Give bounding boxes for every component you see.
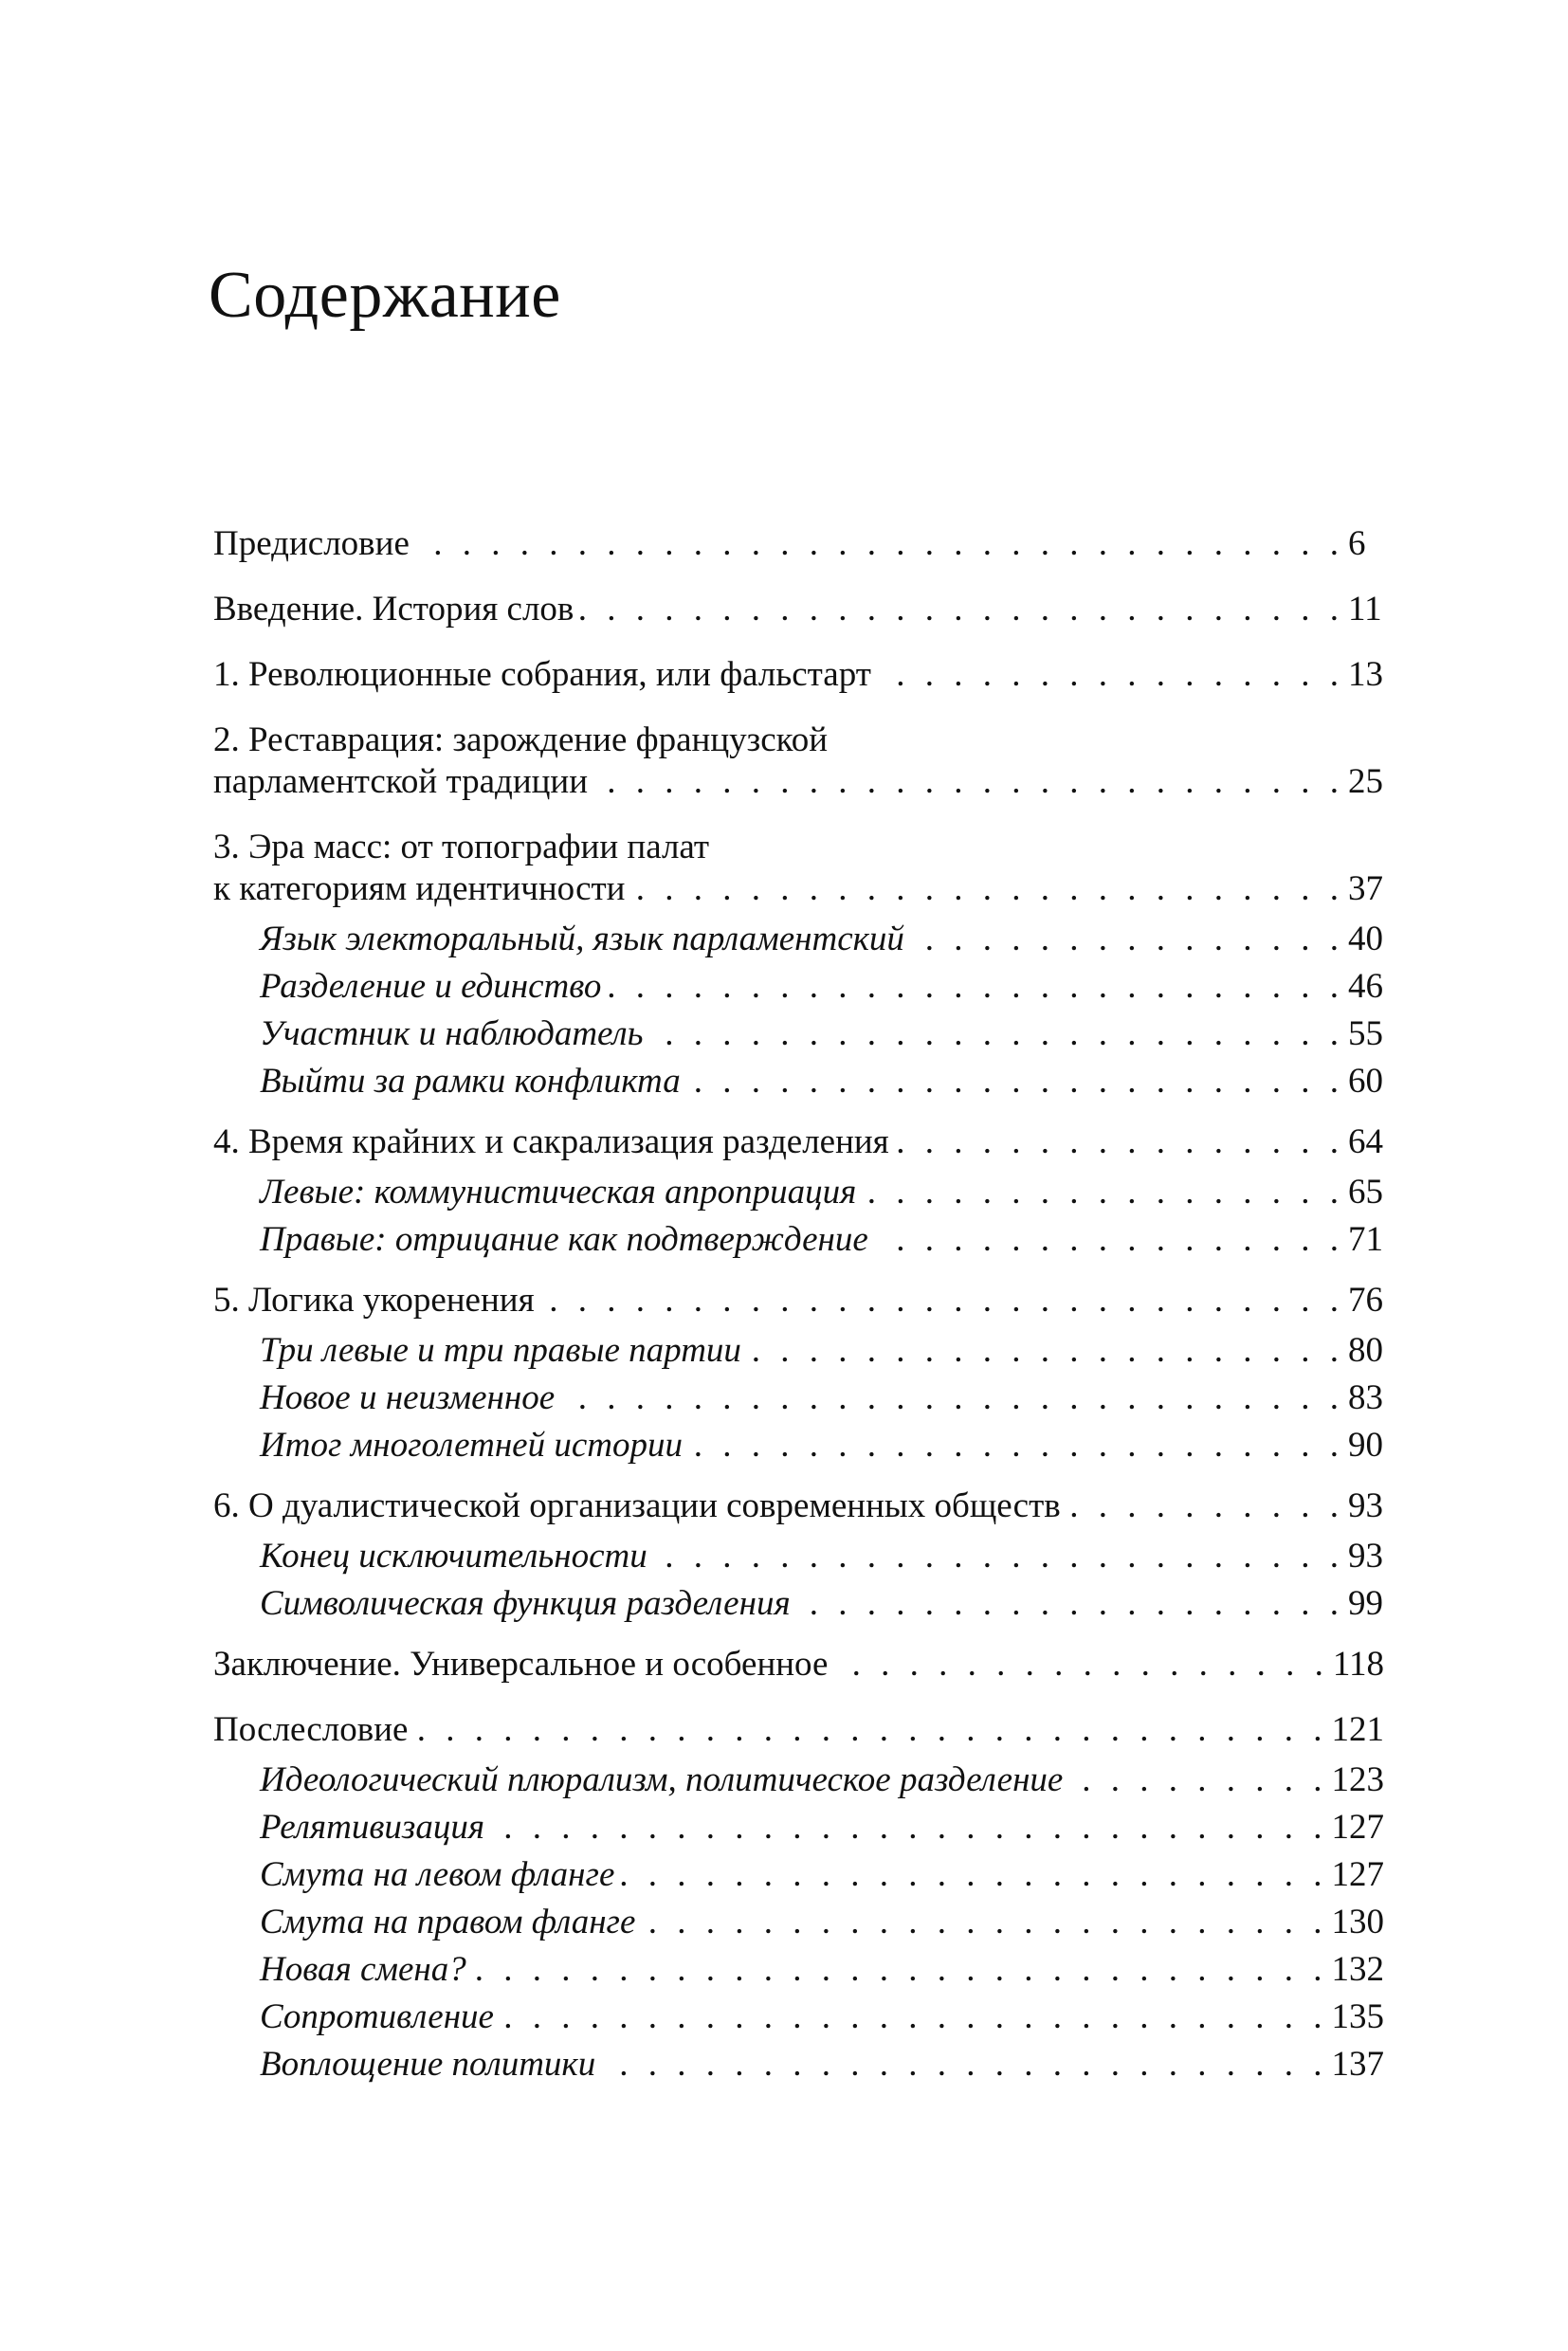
toc-entry-line: [260, 1011, 1384, 1058]
toc-entry-title: 2. Реставрация: зарождение французской: [213, 720, 829, 759]
dot-leader: [630, 868, 1344, 910]
dot-leader: [472, 1946, 1328, 1994]
toc-chapter-entry[interactable]: [213, 654, 1384, 696]
toc-chapter-entry[interactable]: [213, 1121, 1384, 1163]
toc-section-entry[interactable]: [213, 1058, 1384, 1105]
toc-section-entry[interactable]: [213, 1216, 1384, 1264]
toc-section-entry[interactable]: [213, 1169, 1384, 1216]
dot-leader: [500, 1994, 1328, 2041]
toc-entry-title: Три левые и три правые партии: [260, 1331, 741, 1370]
dot-leader: [862, 1169, 1344, 1216]
toc-entry-line: [213, 720, 1384, 761]
toc-entry-line: [260, 1169, 1384, 1216]
toc-entry-line: [260, 1422, 1384, 1469]
toc-entry-line: [260, 2041, 1384, 2088]
toc-entry-line: [213, 1709, 1384, 1751]
toc-entry-line: [260, 1533, 1384, 1580]
dot-leader: [688, 1422, 1344, 1469]
toc-entry-line: [213, 868, 1384, 910]
toc-page-number: 46: [1348, 967, 1383, 1006]
toc-entry-title: парламентской традиции: [213, 762, 589, 801]
dot-leader: [601, 2041, 1327, 2088]
toc-entry-title: Новая смена?: [260, 1950, 466, 1989]
toc-chapter-entry[interactable]: [213, 827, 1384, 910]
toc-page-number: 93: [1348, 1486, 1383, 1525]
toc-section-entry[interactable]: [213, 1011, 1384, 1058]
toc-section-entry[interactable]: [213, 1851, 1384, 1899]
toc-entry-title: 4. Время крайних и сакрализация разделения: [213, 1122, 889, 1161]
dot-leader: [649, 1011, 1344, 1058]
toc-page-number: 137: [1331, 2045, 1384, 2084]
toc-page-number: 76: [1348, 1281, 1383, 1320]
toc-entry-line: [260, 1058, 1384, 1105]
toc-entry-title: Символическая функция разделения: [260, 1584, 791, 1623]
toc-page-number: 90: [1348, 1426, 1383, 1465]
toc-entry-title: Язык электоральный, язык парламентский: [260, 920, 904, 958]
dot-leader: [413, 1709, 1327, 1751]
toc-entry-title: 3. Эра масс: от топографии палат: [213, 828, 710, 866]
toc-page-number: 132: [1331, 1950, 1384, 1989]
toc-entry-title: Выйти за рамки конфликта: [260, 1062, 681, 1101]
toc-chapter-entry[interactable]: [213, 589, 1384, 630]
toc-entry-title: Заключение. Универсальное и особенное: [213, 1645, 829, 1684]
dot-leader: [910, 916, 1344, 963]
toc-entry-title: Конец исключительности: [260, 1537, 647, 1576]
toc-entry-line: [260, 1327, 1384, 1375]
toc-section-entry[interactable]: [213, 1375, 1384, 1422]
toc-entry-line: [260, 1946, 1384, 1994]
dot-leader: [540, 1280, 1344, 1321]
toc-entry-title: 1. Революционные собрания, или фальстарт: [213, 655, 871, 694]
toc-entry-title: Послесловие: [213, 1710, 409, 1749]
dot-leader: [490, 1804, 1327, 1851]
dot-leader: [593, 761, 1344, 803]
toc-section-entry[interactable]: [213, 1580, 1384, 1628]
toc-chapter-entry[interactable]: [213, 1280, 1384, 1321]
toc-section-entry[interactable]: [213, 1899, 1384, 1946]
toc-section-entry[interactable]: [213, 2041, 1384, 2088]
toc-entry-title: 6. О дуалистической организации современных обществ: [213, 1486, 1061, 1525]
toc-entry-title: Разделение и единство: [260, 967, 602, 1006]
dot-leader: [620, 1851, 1327, 1899]
toc-entry-line: [260, 1899, 1384, 1946]
toc-chapter-entry[interactable]: [213, 720, 1384, 803]
toc-entry-line: [260, 1375, 1384, 1422]
dot-leader: [747, 1327, 1344, 1375]
toc-page-number: 65: [1348, 1173, 1383, 1212]
toc-page-number: 64: [1348, 1122, 1383, 1161]
toc-page-number: 6: [1348, 524, 1366, 563]
dot-leader: [607, 963, 1344, 1011]
toc-page-number: 55: [1348, 1014, 1383, 1053]
toc-page-number: 130: [1331, 1903, 1384, 1941]
dot-leader: [686, 1058, 1344, 1105]
toc-page-number: 37: [1348, 869, 1383, 908]
toc-entry-line: [260, 1804, 1384, 1851]
toc-page-number: 123: [1331, 1760, 1384, 1799]
toc-entry-line: [260, 916, 1384, 963]
toc-page-number: 127: [1331, 1808, 1384, 1847]
toc-chapter-entry[interactable]: [213, 523, 1384, 565]
toc-entry-title: Новое и неизменное: [260, 1378, 556, 1417]
toc-entry-title: Введение. История слов: [213, 590, 574, 629]
toc-entry-line: [260, 1216, 1384, 1264]
toc-page-number: 121: [1331, 1710, 1384, 1749]
toc-page-number: 118: [1332, 1645, 1384, 1684]
toc-entry-title: к категориям идентичности: [213, 869, 626, 908]
dot-leader: [895, 1121, 1344, 1163]
toc-entry-title: Правые: отрицание как подтверждение: [260, 1220, 868, 1259]
toc-page-number: 127: [1331, 1855, 1384, 1894]
table-of-contents: [213, 523, 1384, 2088]
toc-section-entry[interactable]: [213, 1804, 1384, 1851]
toc-chapter-entry[interactable]: [213, 1644, 1384, 1686]
toc-entry-title: Сопротивление: [260, 1997, 494, 2036]
toc-entry-line: [213, 1485, 1384, 1527]
toc-section-entry[interactable]: [213, 916, 1384, 963]
toc-entry-title: Итог многолетней истории: [260, 1426, 683, 1465]
toc-entry-line: [213, 523, 1384, 565]
toc-entry-title: Релятивизация: [260, 1808, 485, 1847]
toc-page-number: 71: [1348, 1220, 1383, 1259]
dot-leader: [1067, 1485, 1344, 1527]
toc-page-number: 60: [1348, 1062, 1383, 1101]
dot-leader: [877, 654, 1344, 696]
dot-leader: [796, 1580, 1344, 1628]
toc-entry-title: Смута на левом фланге: [260, 1855, 615, 1894]
toc-entry-title: Предисловие: [213, 524, 410, 563]
toc-page-number: 40: [1348, 920, 1383, 958]
toc-entry-line: [213, 589, 1384, 630]
toc-section-entry[interactable]: [213, 1757, 1384, 1804]
toc-page-number: 13: [1348, 655, 1383, 694]
toc-section-entry[interactable]: [213, 1327, 1384, 1375]
toc-section-entry[interactable]: [213, 1422, 1384, 1469]
toc-page-number: 99: [1348, 1584, 1383, 1623]
dot-leader: [560, 1375, 1344, 1422]
toc-entry-line: [260, 1580, 1384, 1628]
page-title: Содержание: [209, 259, 561, 332]
toc-chapter-entry[interactable]: [213, 1485, 1384, 1527]
toc-entry-title: Участник и наблюдатель: [260, 1014, 644, 1053]
dot-leader: [1068, 1757, 1327, 1804]
toc-entry-line: [213, 827, 1384, 868]
toc-section-entry[interactable]: [213, 1946, 1384, 1994]
toc-chapter-entry[interactable]: [213, 1709, 1384, 1751]
toc-section-entry[interactable]: [213, 1533, 1384, 1580]
toc-page-number: 25: [1348, 762, 1383, 801]
toc-page-number: 93: [1348, 1537, 1383, 1576]
toc-entry-line: [213, 1644, 1384, 1686]
toc-entry-line: [213, 1280, 1384, 1321]
toc-entry-title: Смута на правом фланге: [260, 1903, 636, 1941]
toc-entry-line: [213, 1121, 1384, 1163]
dot-leader: [653, 1533, 1344, 1580]
toc-entry-title: 5. Логика укоренения: [213, 1281, 535, 1320]
dot-leader: [415, 523, 1344, 565]
dot-leader: [641, 1899, 1327, 1946]
toc-entry-line: [213, 761, 1384, 803]
toc-entry-title: Идеологический плюрализм, политическое разделение: [260, 1760, 1064, 1799]
toc-page-number: 11: [1348, 590, 1382, 629]
toc-entry-title: Воплощение политики: [260, 2045, 596, 2084]
toc-section-entry[interactable]: [213, 1994, 1384, 2041]
toc-entry-line: [260, 1994, 1384, 2041]
dot-leader: [874, 1216, 1344, 1264]
toc-entry-title: Левые: коммунистическая апроприация: [260, 1173, 857, 1212]
dot-leader: [833, 1644, 1328, 1686]
toc-page-number: 135: [1331, 1997, 1384, 2036]
toc-entry-line: [260, 963, 1384, 1011]
dot-leader: [579, 589, 1344, 630]
toc-entry-line: [260, 1851, 1384, 1899]
toc-entry-line: [260, 1757, 1384, 1804]
toc-page-number: 83: [1348, 1378, 1383, 1417]
toc-entry-line: [213, 654, 1384, 696]
toc-section-entry[interactable]: [213, 963, 1384, 1011]
toc-page-number: 80: [1348, 1331, 1383, 1370]
